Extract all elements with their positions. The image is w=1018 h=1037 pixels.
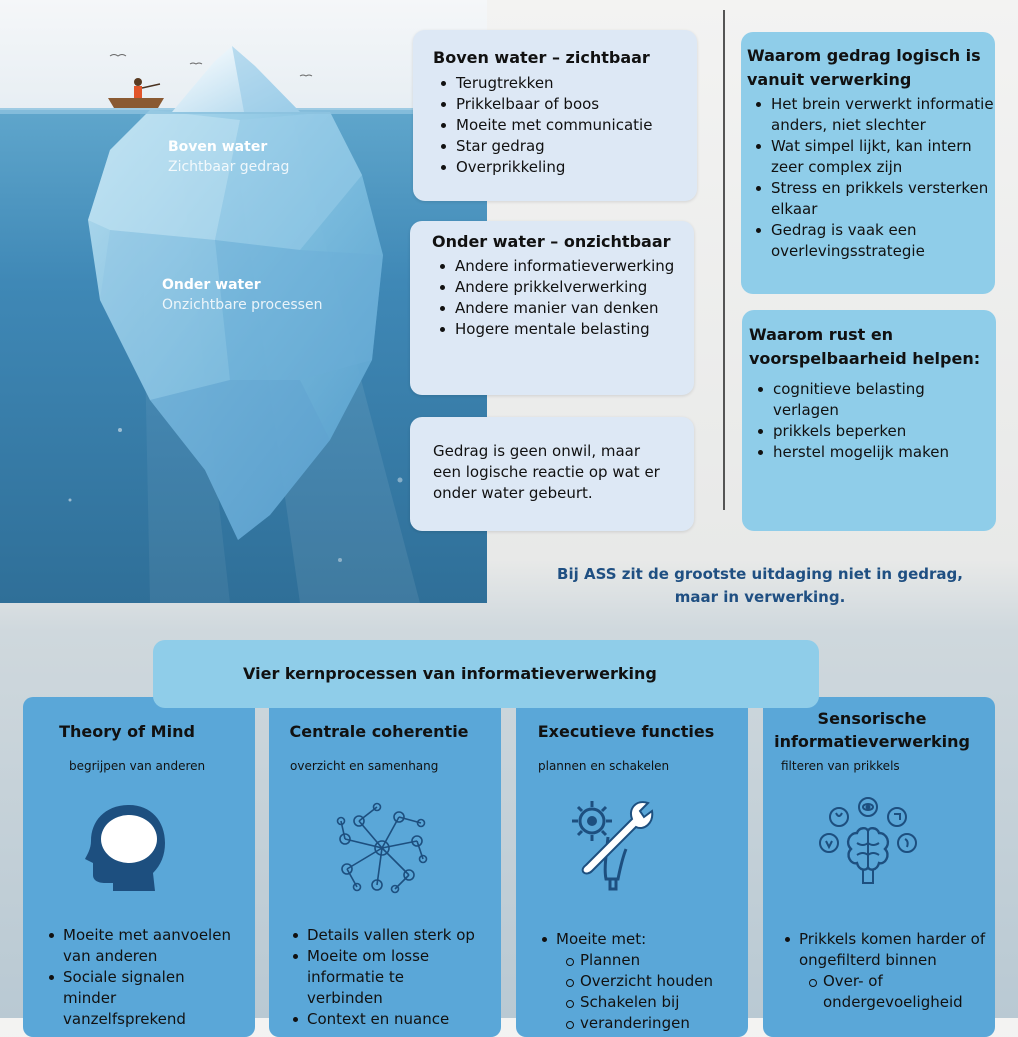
why-rest-card <box>742 310 996 531</box>
above-water-label-subtitle: Zichtbaar gedrag <box>168 159 290 175</box>
process-card-executive-functions <box>516 697 748 1037</box>
list-item: Star gedrag <box>433 136 697 157</box>
list-item-line: van anderen <box>63 947 158 965</box>
list-item <box>749 442 996 463</box>
below-water-label-subtitle: Onzichtbare processen <box>162 297 323 313</box>
below-water-label-title: Onder water <box>162 277 261 293</box>
list-item-line: Stress en prikkels versterken <box>771 179 989 197</box>
process-subtitle: plannen en schakelen <box>538 759 670 773</box>
below-water-card <box>410 221 694 395</box>
why-logic-title <box>747 44 995 92</box>
list-item <box>747 136 995 178</box>
behavior-note-line: onder water gebeurt. <box>433 484 593 502</box>
why-logic-card <box>741 32 995 294</box>
list-item: Andere prikkelverwerking <box>432 277 694 298</box>
list-item <box>747 220 995 262</box>
list-item: Andere manier van denken <box>432 298 694 319</box>
list-item-line: prikkels beperken <box>773 422 907 440</box>
list-item: Moeite met communicatie <box>433 115 697 136</box>
process-list <box>45 925 255 1030</box>
list-item-line: minder <box>63 989 117 1007</box>
why-rest-title-line: voorspelbaarheid helpen: <box>749 349 981 368</box>
list-item <box>749 421 996 442</box>
list-item <box>45 967 255 1030</box>
process-list <box>538 929 748 1034</box>
behavior-note-line: een logische reactie op wat er <box>433 463 660 481</box>
process-title <box>756 707 988 753</box>
list-item <box>289 946 499 1009</box>
list-item <box>781 929 995 971</box>
above-water-card-title: Boven water – zichtbaar <box>433 48 650 67</box>
list-item-line: overlevingsstrategie <box>771 242 925 260</box>
list-item-line: anders, niet slechter <box>771 116 926 134</box>
gear-wrench-icon <box>566 797 656 897</box>
list-item-line: Over- of <box>823 972 883 990</box>
list-item <box>747 94 995 136</box>
why-rest-list <box>749 379 996 463</box>
list-item-line: Sociale signalen <box>63 968 185 986</box>
behavior-note-line: Gedrag is geen onwil, maar <box>433 442 641 460</box>
list-item <box>749 379 996 421</box>
list-item: Andere informatieverwerking <box>432 256 694 277</box>
list-item-line: Moeite om losse <box>307 947 430 965</box>
network-icon <box>337 803 427 893</box>
list-item <box>289 1009 499 1030</box>
section-banner: Vier kernprocessen van informatieverwerking <box>153 640 819 708</box>
tagline <box>540 563 980 609</box>
tagline-line: Bij ASS zit de grootste uitdaging niet in gedrag, <box>557 565 963 583</box>
process-subtitle: overzicht en samenhang <box>290 759 439 773</box>
list-item-line: herstel mogelijk maken <box>773 443 949 461</box>
list-item: Terugtrekken <box>433 73 697 94</box>
sub-list-item: Schakelen bij <box>538 992 748 1013</box>
process-subtitle: filteren van prikkels <box>781 759 900 773</box>
above-water-card <box>413 30 697 201</box>
why-logic-title-line: vanuit verwerking <box>747 70 912 89</box>
process-title-line: Sensorische <box>817 709 927 728</box>
list-item-line: verlagen <box>773 401 839 419</box>
list-item <box>747 178 995 220</box>
list-item-line: ongefilterd binnen <box>799 951 937 969</box>
process-card-sensory-processing <box>763 697 995 1037</box>
below-water-card-title: Onder water – onzichtbaar <box>432 232 671 251</box>
list-item-line: informatie te <box>307 968 404 986</box>
above-water-list <box>433 73 697 178</box>
list-item-line: cognitieve belasting <box>773 380 925 398</box>
above-water-label <box>168 137 289 177</box>
list-item: Overprikkeling <box>433 157 697 178</box>
list-item-line: Context en nuance <box>307 1010 450 1028</box>
why-logic-list <box>747 94 995 262</box>
list-item-line: Gedrag is vaak een <box>771 221 917 239</box>
head-brain-icon <box>85 803 165 891</box>
process-card-central-coherence <box>269 697 501 1037</box>
list-item-line: Wat simpel lijkt, kan intern <box>771 137 972 155</box>
list-item <box>45 925 255 967</box>
process-subtitle: begrijpen van anderen <box>69 759 206 773</box>
tagline-line: maar in verwerking. <box>674 588 846 606</box>
list-item-line: vanzelfsprekend <box>63 1010 186 1028</box>
list-item-line: Prikkels komen harder of <box>799 930 986 948</box>
list-item: Moeite met: <box>538 929 748 950</box>
list-item-line: verbinden <box>307 989 383 1007</box>
list-item-line: Details vallen sterk op <box>307 926 475 944</box>
why-rest-title <box>749 323 996 371</box>
behavior-note-card <box>410 417 694 531</box>
vertical-divider <box>723 10 725 510</box>
list-item <box>289 925 499 946</box>
process-card-theory-of-mind <box>23 697 255 1037</box>
sub-list-item: veranderingen <box>538 1013 748 1034</box>
sub-list-item <box>781 971 995 1013</box>
why-logic-title-line: Waarom gedrag logisch is <box>747 46 981 65</box>
below-water-list <box>432 256 694 340</box>
above-water-label-title: Boven water <box>168 139 268 155</box>
list-item: Prikkelbaar of boos <box>433 94 697 115</box>
list-item-line: elkaar <box>771 200 818 218</box>
list-item-line: ondergevoeligheid <box>823 993 963 1011</box>
process-list <box>781 929 995 1013</box>
list-item-line: Moeite met aanvoelen <box>63 926 231 944</box>
process-title-line: informatieverwerking <box>774 732 970 751</box>
process-list <box>289 925 499 1030</box>
senses-brain-icon <box>819 797 917 893</box>
process-title: Theory of Mind <box>59 722 195 741</box>
sub-list-item: Plannen <box>538 950 748 971</box>
list-item: Hogere mentale belasting <box>432 319 694 340</box>
process-title: Executieve functies <box>537 722 715 741</box>
list-item-line: Het brein verwerkt informatie <box>771 95 994 113</box>
below-water-label <box>162 275 322 315</box>
process-title: Centrale coherentie <box>289 722 469 741</box>
sub-list-item: Overzicht houden <box>538 971 748 992</box>
why-rest-title-line: Waarom rust en <box>749 325 894 344</box>
list-item-line: zeer complex zijn <box>771 158 903 176</box>
